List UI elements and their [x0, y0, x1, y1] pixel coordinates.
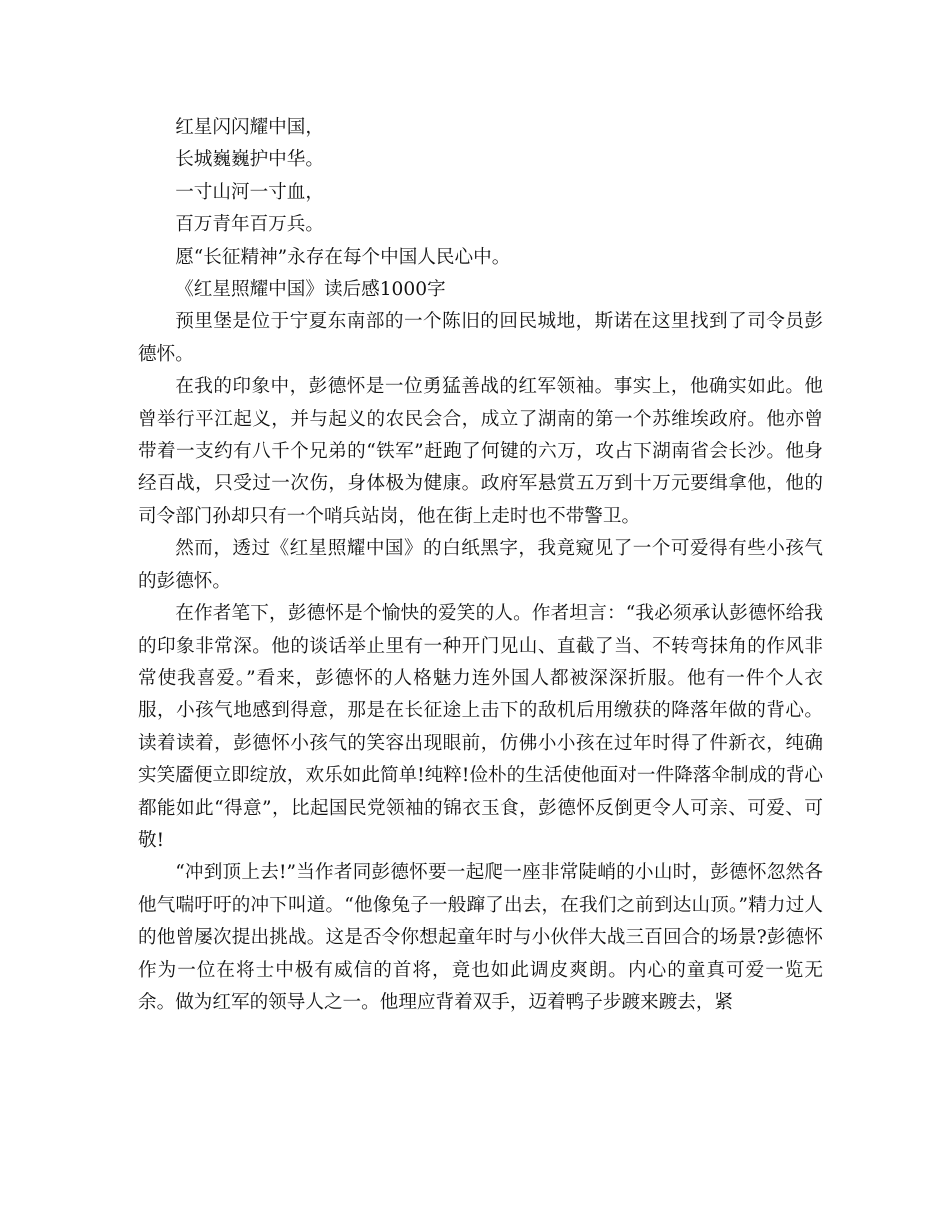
document-page	[138, 112, 823, 1019]
poem-line-4: 百万青年百万兵。	[175, 214, 324, 236]
paragraph-5: “冲到顶上去!”当作者同彭德怀要一起爬一座非常陡峭的小山时，彭德怀忽然各他气喘吁吁的冲下叫道。“他像兔子一般蹿了出去，在我们之前到达山顶。”精力过人的他曾屡次提出挑战。这是否令你想起童年时与小伙伴大战三百回合的场景?彭德怀作为一位在将士中极有威信的首将，竟也如此调皮爽朗。内心的童真可爱一览无余。做为红军的领导人之一。他理应背着双手，迈着鸭子步踱来踱去，紧	[138, 862, 823, 1013]
wish-line: 愿“长征精神”永存在每个中国人民心中。	[175, 246, 511, 268]
paragraph-3: 然而，透过《红星照耀中国》的白纸黑字，我竟窥见了一个可爱得有些小孩气的彭德怀。	[138, 538, 823, 592]
poem-line-1: 红星闪闪耀中国，	[175, 117, 324, 138]
poem-line-2: 长城巍巍护中华。	[175, 149, 324, 171]
essay-title: 《红星照耀中国》读后感1000字	[175, 279, 446, 301]
paragraph-2: 在我的印象中，彭德怀是一位勇猛善战的红军领袖。事实上，他确实如此。他曾举行平江起义，并与起义的农民会合，成立了湖南的第一个苏维埃政府。他亦曾带着一支约有八千个兄弟的“铁军”赶跑了何键的六万，攻占下湖南省会长沙。他身经百战，只受过一次伤，身体极为健康。政府军悬赏五万到十万元要缉拿他，他的司令部门孙却只有一个哨兵站岗，他在街上走时也不带警卫。	[138, 376, 823, 527]
paragraph-1: 预里堡是位于宁夏东南部的一个陈旧的回民城地，斯诺在这里找到了司令员彭德怀。	[138, 311, 823, 365]
paragraph-4: 在作者笔下，彭德怀是个愉快的爱笑的人。作者坦言：“我必须承认彭德怀给我的印象非常深。他的谈话举止里有一种开门见山、直截了当、不转弯抹角的作风非常使我喜爱。”看来，彭德怀的人格魅力连外国人都被深深折服。他有一件个人衣服，小孩气地感到得意，那是在长征途上击下的敌机后用缴获的降落年做的背心。读着读着，彭德怀小孩气的笑容出现眼前，仿佛小小孩在过年时得了件新衣，纯确实笑靥便立即绽放，欢乐如此简单!纯粹!俭朴的生活使他面对一件降落伞制成的背心都能如此“得意”，比起国民党领袖的锦衣玉食，彭德怀反倒更令人可亲、可爱、可敬!	[138, 603, 823, 851]
poem-line-3: 一寸山河一寸血，	[175, 181, 324, 203]
